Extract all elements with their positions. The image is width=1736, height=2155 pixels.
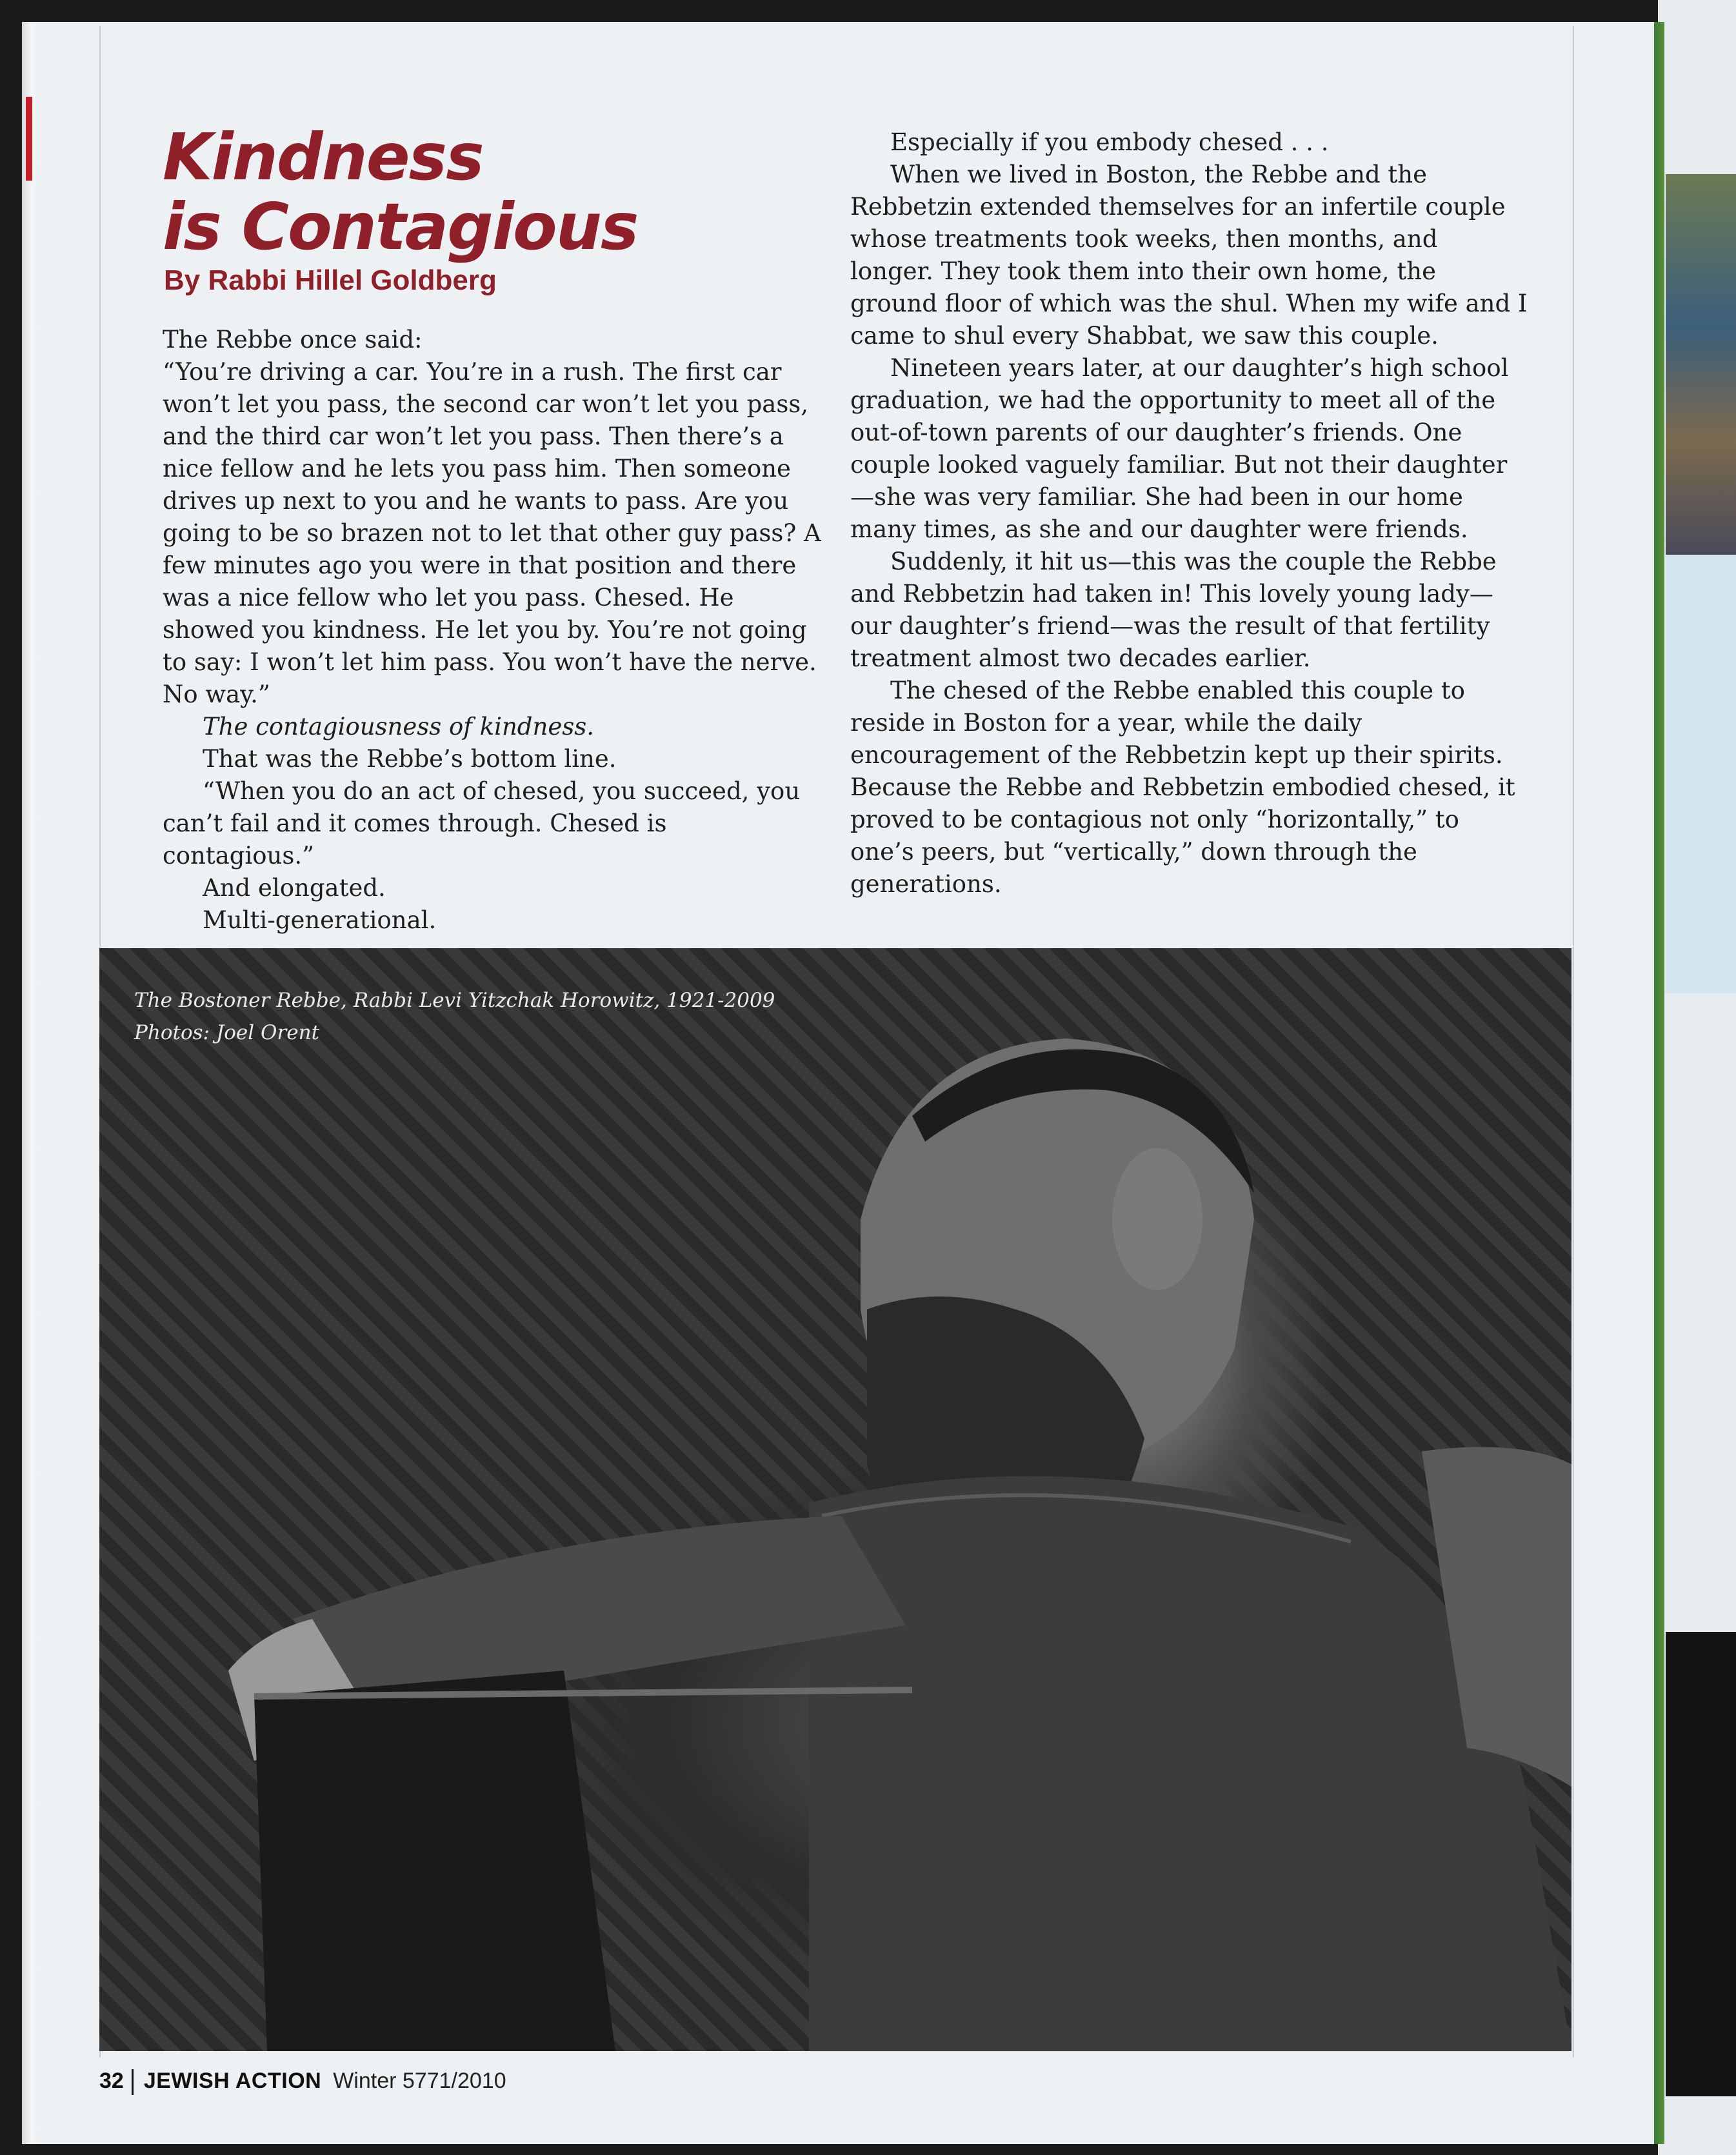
- paragraph: And elongated.: [203, 874, 386, 902]
- caption-credit: Photos: Joel Orent: [134, 1021, 320, 1044]
- paragraph: When we lived in Boston, the Rebbe and the Rebbetzin extended themselves for an infertile couple whose treatments took weeks, then months, and longer. They took them into their own home, the ground floor of which was the shul. When my wife and I came to shul every Shabbat, we saw this couple.: [850, 161, 1528, 350]
- footer-divider: [132, 2069, 134, 2095]
- page-number: 32: [99, 2069, 124, 2093]
- page-binding-edge: [22, 22, 37, 2144]
- right-text-column: [850, 126, 1528, 900]
- paragraph: The Rebbe once said:: [163, 326, 423, 353]
- issue-date: Winter 5771/2010: [333, 2069, 506, 2093]
- red-page-tab: [26, 97, 32, 181]
- paragraph: “When you do an act of chesed, you succeed, you can’t fail and it comes through. Chesed is contagious.”: [163, 777, 801, 869]
- paragraph: Multi-generational.: [203, 906, 437, 934]
- paragraph: Suddenly, it hit us—this was the couple the Rebbe and Rebbetzin had taken in! This lovely young lady—our daughter’s friend—was the result of that fertility treatment almost two decades earlier.: [850, 548, 1497, 672]
- left-text-column: [163, 324, 822, 937]
- paragraph: Nineteen years later, at our daughter’s high school graduation, we had the opportunity to meet all of the out-of-town parents of our daughter’s friends. One couple looked vaguely familiar. But not their daughter—she was very familiar. She had been in our home many times, as she and our daughter were friends.: [850, 354, 1509, 543]
- magazine-name: JEWISH ACTION: [143, 2069, 322, 2093]
- headline-line-2: is Contagious: [163, 189, 638, 264]
- photo-illustration: [99, 948, 1571, 2051]
- page-footer: [99, 2069, 506, 2095]
- rebbe-portrait-photo: [99, 948, 1571, 2051]
- next-page-dark-fragment: [1666, 1632, 1736, 2096]
- paragraph: That was the Rebbe’s bottom line.: [203, 745, 617, 773]
- headline-line-1: Kindness: [163, 119, 483, 195]
- article-byline: By Rabbi Hillel Goldberg: [164, 264, 497, 296]
- photo-caption: [134, 984, 775, 1049]
- article-headline: [163, 119, 638, 264]
- next-page-sidebar-fragment: [1666, 555, 1736, 993]
- gutter-strip: [1654, 22, 1664, 2144]
- paragraph: “You’re driving a car. You’re in a rush. The first car won’t let you pass, the second car won’t let you pass, and the third car won’t let you pass. Then there’s a nice fellow and he lets you pass him. Then someone drives up next to you and he wants to pass. Are you going to be so brazen not to let that other guy pass? A few minutes ago you were in that position and there was a nice fellow who let you pass. Chesed. He showed you kindness. He let you by. You’re not going to say: I won’t let him pass. You won’t have the nerve. No way.”: [163, 358, 821, 708]
- paragraph: Especially if you embody chesed . . .: [890, 128, 1329, 156]
- caption-title: The Bostoner Rebbe, Rabbi Levi Yitzchak Horowitz, 1921-2009: [134, 989, 775, 1012]
- paragraph: The contagiousness of kindness.: [203, 713, 594, 740]
- paragraph: The chesed of the Rebbe enabled this couple to reside in Boston for a year, while the daily encouragement of the Rebbetzin kept up their spirits. Because the Rebbe and Rebbetzin embodied chesed, it proved to be contagious not only “horizontally,” to one’s peers, but “vertically,” down through the generations.: [850, 677, 1515, 898]
- next-page-photo-fragment: [1666, 174, 1736, 555]
